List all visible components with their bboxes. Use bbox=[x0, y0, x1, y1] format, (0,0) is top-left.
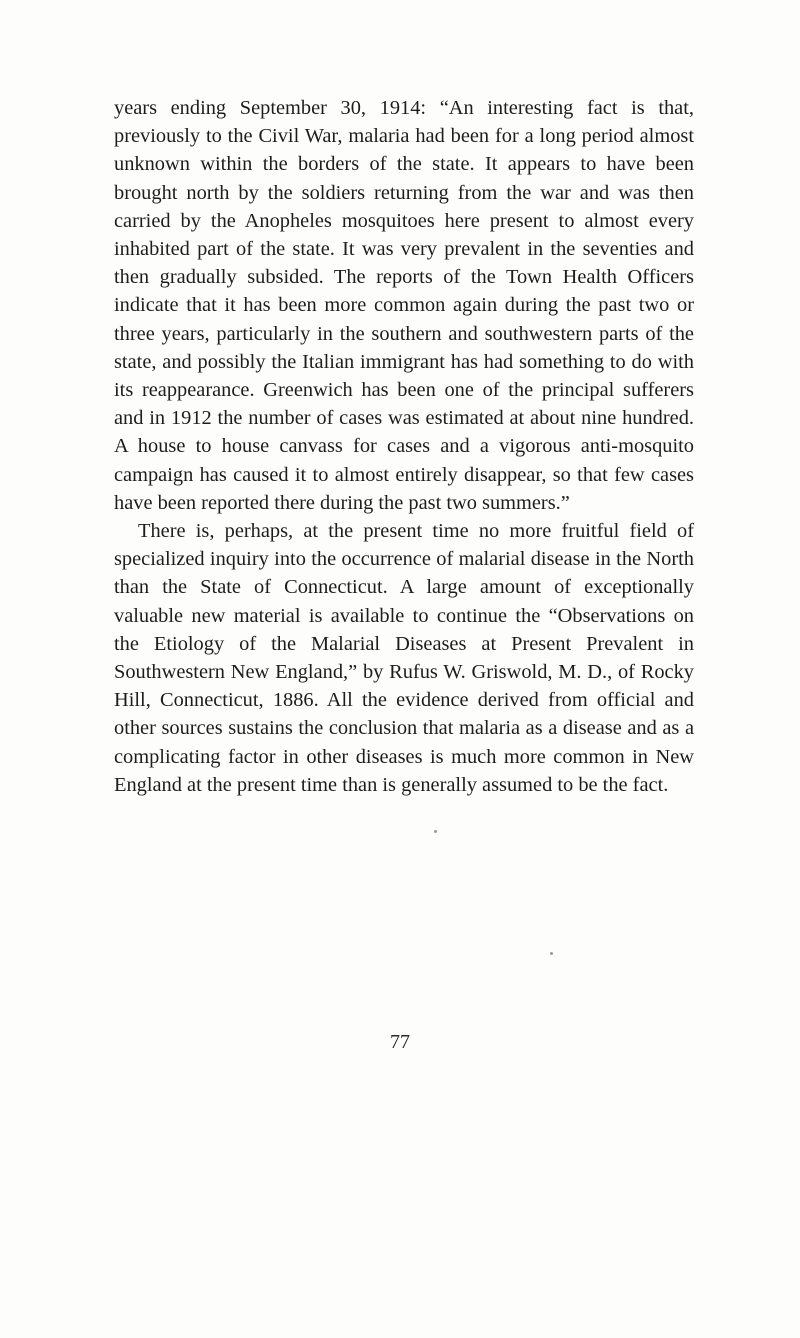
paper-speck bbox=[550, 952, 553, 955]
paragraph-connecticut: There is, perhaps, at the present time no more fruitful field of specialized inquiry into the occurrence of malarial disease in the North than the State of Connecticut. A large amount of exceptionally valuable new material is available to continue the “Observations on the Etiology of the Malarial Diseases at Present Prevalent in Southwestern New England,” by Rufus W. Griswold, M. D., of Rocky Hill, Connecticut, 1886. All the evidence derived from official and other sources sustains the conclusion that malaria as a disease and as a complicating factor in other diseases is much more common in New England at the present time than is generally assumed to be the fact. bbox=[114, 520, 694, 796]
body-text bbox=[114, 94, 694, 799]
paragraph-continuation: years ending September 30, 1914: “An interesting fact is that, previously to the Civil War, malaria had been for a long period almost unknown within the borders of the state. It appears to have been brought north by the soldiers returning from the war and was then carried by the Anopheles mosquitoes here present to almost every inhabited part of the state. It was very prevalent in the seventies and then gradually subsided. The reports of the Town Health Officers indicate that it has been more common again during the past two or three years, particularly in the southern and southwestern parts of the state, and possibly the Italian immigrant has had something to do with its reappearance. Greenwich has been one of the principal sufferers and in 1912 the number of cases was estimated at about nine hundred. A house to house canvass for cases and a vigorous anti-mosquito campaign has caused it to almost entirely disappear, so that few cases have been reported there during the past two summers.” bbox=[114, 97, 694, 514]
page-number: 77 bbox=[390, 1031, 410, 1053]
paper-speck bbox=[434, 830, 437, 833]
